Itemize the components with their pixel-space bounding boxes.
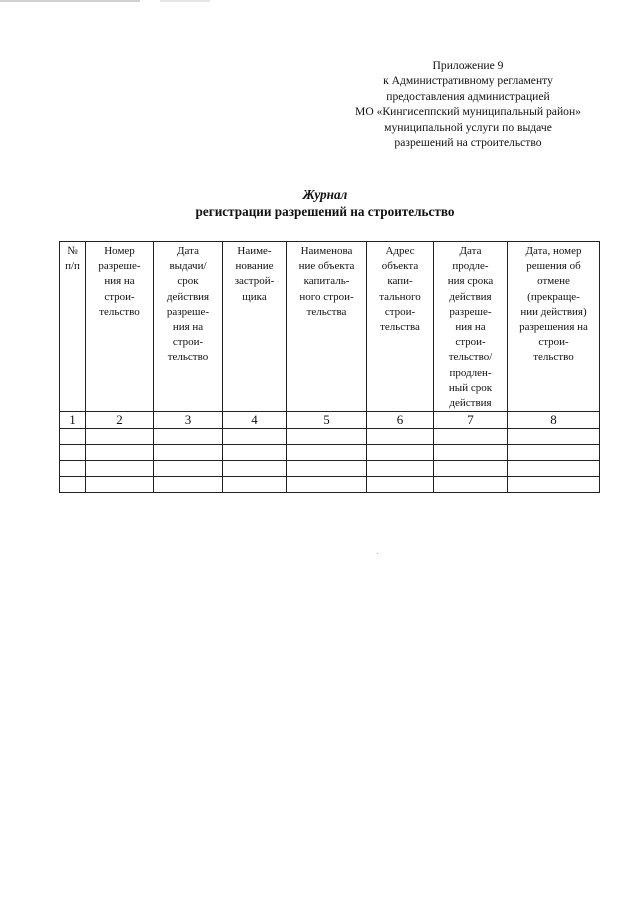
appendix-header <box>318 58 618 150</box>
empty-cell <box>154 461 223 477</box>
empty-cell <box>434 429 508 445</box>
empty-cell <box>86 461 154 477</box>
header-cell: Дата выдачи/ срок действия разреше- ния на строи- тельство <box>154 242 223 412</box>
column-number-cell: 1 <box>60 412 86 429</box>
column-number-cell: 8 <box>508 412 600 429</box>
empty-cell <box>154 477 223 493</box>
empty-cell <box>60 461 86 477</box>
column-number-cell: 4 <box>223 412 287 429</box>
empty-cell <box>367 445 434 461</box>
empty-cell <box>287 477 367 493</box>
journal-title: Журнал <box>302 187 348 202</box>
empty-cell <box>223 461 287 477</box>
empty-cell <box>367 461 434 477</box>
column-number-cell: 6 <box>367 412 434 429</box>
empty-cell <box>508 461 600 477</box>
header-cell: Дата продле- ния срока действия разреше- ния на строи- тельство/ продлен- ный срок действия <box>434 242 508 412</box>
appendix-line: к Административному регламенту <box>383 74 553 88</box>
table-row <box>60 445 600 461</box>
header-cell: Наименова ние объекта капиталь- ного строи- тельства <box>287 242 367 412</box>
empty-cell <box>508 429 600 445</box>
table-row <box>60 461 600 477</box>
column-number-row <box>60 412 600 429</box>
empty-cell <box>60 445 86 461</box>
empty-cell <box>287 445 367 461</box>
table-row <box>60 429 600 445</box>
empty-cell <box>86 445 154 461</box>
empty-cell <box>154 429 223 445</box>
scan-speck <box>377 553 378 554</box>
empty-cell <box>508 445 600 461</box>
appendix-line: разрешений на строительство <box>394 136 542 150</box>
journal-subtitle: регистрации разрешений на строительство <box>195 204 455 219</box>
column-number-cell: 3 <box>154 412 223 429</box>
empty-cell <box>434 477 508 493</box>
empty-cell <box>154 445 223 461</box>
appendix-line: Приложение 9 <box>432 59 504 72</box>
header-cell: Дата, номер решения об отмене (прекраще- нии действия) разрешения на строи- тельство <box>508 242 600 412</box>
column-number-cell: 2 <box>86 412 154 429</box>
header-cell: № п/п <box>60 242 86 412</box>
table-row <box>60 477 600 493</box>
empty-cell <box>60 477 86 493</box>
empty-cell <box>287 429 367 445</box>
journal-title-block <box>100 186 550 220</box>
column-number-cell: 5 <box>287 412 367 429</box>
empty-cell <box>287 461 367 477</box>
appendix-line: муниципальной услуги по выдаче <box>384 120 552 134</box>
empty-cell <box>86 477 154 493</box>
appendix-line: МО «Кингисеппский муниципальный район» <box>355 105 581 119</box>
empty-cell <box>367 429 434 445</box>
header-cell: Номер разреше- ния на строи- тельство <box>86 242 154 412</box>
scan-edge-artifact <box>0 0 640 2</box>
column-number-cell: 7 <box>434 412 508 429</box>
empty-cell <box>367 477 434 493</box>
table-header-row <box>60 242 600 412</box>
empty-cell <box>434 461 508 477</box>
registration-journal-table <box>59 241 600 493</box>
appendix-line: предоставления администрацией <box>386 89 550 103</box>
empty-cell <box>60 429 86 445</box>
header-cell: Адрес объекта капи- тального строи- тельства <box>367 242 434 412</box>
empty-cell <box>223 429 287 445</box>
empty-cell <box>223 477 287 493</box>
empty-cell <box>223 445 287 461</box>
empty-cell <box>434 445 508 461</box>
empty-cell <box>86 429 154 445</box>
empty-cell <box>508 477 600 493</box>
header-cell: Наиме- нование застрой- щика <box>223 242 287 412</box>
